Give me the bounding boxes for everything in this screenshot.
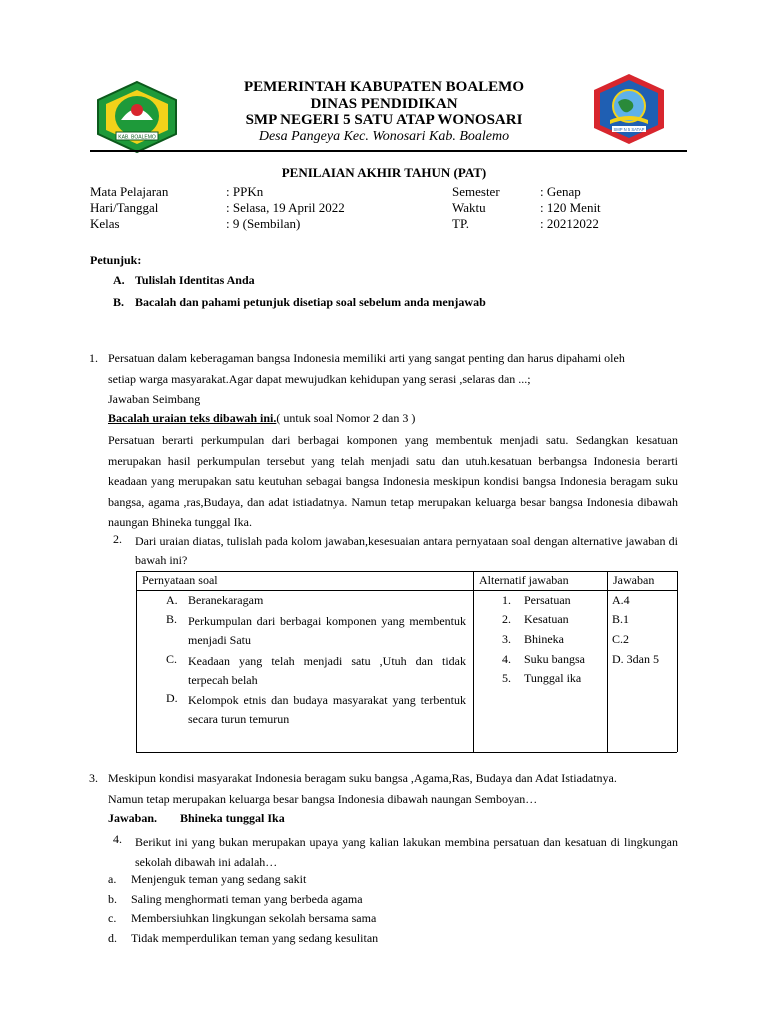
date-value: : Selasa, 19 April 2022: [226, 200, 345, 215]
alternative-marker: 2.: [502, 612, 511, 626]
reading-heading: Bacalah uraian teks dibawah ini.: [108, 411, 277, 425]
exam-title: PENILAIAN AKHIR TAHUN (PAT): [281, 165, 487, 180]
instruction-b: Bacalah dan pahami petunjuk disetiap soal sebelum anda menjawab: [135, 295, 486, 309]
q4-text: Berikut ini yang bukan merupakan upaya yang kalian lakukan membina persatuan dan kesatuan di lingkungan sekolah dibawah ini adalah…: [135, 835, 678, 869]
semester-value: : Genap: [540, 184, 581, 199]
answer-cell: A.4: [612, 593, 630, 607]
q3-answer-value: Bhineka tunggal Ika: [180, 811, 285, 825]
option-text: Tidak memperdulikan teman yang sedang kesulitan: [131, 931, 379, 945]
table-header-answer: Jawaban: [613, 573, 655, 587]
time-label: Waktu: [452, 200, 486, 215]
time-value: : 120 Menit: [540, 200, 601, 215]
answer-cell: C.2: [612, 632, 630, 646]
year-value: : 20212022: [540, 216, 599, 231]
answer-cell: D. 3dan 5: [612, 652, 659, 666]
alternative-text: Persatuan: [524, 593, 571, 607]
alternative-marker: 3.: [502, 632, 511, 646]
instruction-a-marker: A.: [113, 273, 125, 287]
subject-value: : PPKn: [226, 184, 264, 199]
q3-answer-label: Jawaban.: [108, 811, 158, 825]
table-header-alternative: Alternatif jawaban: [479, 573, 569, 587]
q1-text-line1: Persatuan dalam keberagaman bangsa Indonesia memiliki arti yang sangat penting dan harus dipahami oleh: [108, 351, 625, 365]
header-divider: [90, 150, 687, 152]
alternative-text: Kesatuan: [524, 612, 569, 626]
semester-label: Semester: [452, 184, 500, 199]
class-label: Kelas: [90, 216, 120, 231]
reading-paragraph: Persatuan berarti perkumpulan dari berbagai komponen yang membentuk menjadi satu. Sedangkan kesatuan merupakan hasil perkumpulan tersebut yang telah menjadi satu dan utuh.kesatuan berbangsa Indonesia berarti keadaan yang merupakan satu keutuhan sebagai bangsa Indonesia meskipun kondisi bangsa Indonesia beragam suku bangsa, agama ,ras,Budaya, dan adat istiadatnya. Namun tetap merupakan keluarga besar bangsa Indonesia dibawah naungan Bhineka tunggal Ika.: [108, 433, 678, 529]
table-header-statement: Pernyataan soal: [142, 573, 218, 587]
statement-text: Keadaan yang telah menjadi satu ,Utuh dan tidak terpecah belah: [188, 654, 466, 687]
header-school: SMP NEGERI 5 SATU ATAP WONOSARI: [245, 112, 523, 128]
right-logo-text: SMP N 5 SATAP: [613, 126, 645, 132]
statement-marker: A.: [166, 593, 178, 607]
instruction-a: Tulislah Identitas Anda: [135, 273, 255, 287]
q2-text: Dari uraian diatas, tulislah pada kolom jawaban,kesesuaian antara pernyataan soal dengan alternative jawaban di bawah ini?: [135, 534, 678, 567]
statement-text: Perkumpulan dari berbagai komponen yang membentuk menjadi Satu: [188, 614, 466, 647]
statement-text: Beranekaragam: [188, 593, 264, 607]
q3-number: 3.: [89, 771, 98, 785]
alternative-marker: 1.: [502, 593, 511, 607]
q3-text-line1: Meskipun kondisi masyarakat Indonesia beragam suku bangsa ,Agama,Ras, Budaya dan Adat Istiadatnya.: [108, 771, 617, 785]
statement-marker: B.: [166, 612, 178, 626]
subject-label: Mata Pelajaran: [90, 184, 169, 199]
date-label: Hari/Tanggal: [90, 200, 159, 215]
header-government: PEMERINTAH KABUPATEN BOALEMO: [243, 79, 524, 95]
alternative-marker: 5.: [502, 671, 511, 685]
statement-marker: D.: [166, 691, 178, 705]
option-marker: c.: [108, 911, 117, 925]
header-address: Desa Pangeya Kec. Wonosari Kab. Boalemo: [258, 129, 510, 144]
option-text: Membersiuhkan lingkungan sekolah bersama sama: [131, 911, 377, 925]
statement-text: Kelompok etnis dan budaya masyarakat yang terbentuk secara turun temurun: [188, 693, 466, 726]
q4-number: 4.: [113, 832, 122, 846]
instruction-b-marker: B.: [113, 295, 125, 309]
header-department: DINAS PENDIDIKAN: [310, 96, 458, 112]
answer-cell: B.1: [612, 612, 630, 626]
option-text: Menjenguk teman yang sedang sakit: [131, 872, 307, 886]
class-value: : 9 (Sembilan): [226, 216, 301, 231]
left-logo-text: KAB. BOALEMO: [118, 134, 156, 141]
option-text: Saling menghormati teman yang berbeda agama: [131, 892, 363, 906]
alternative-marker: 4.: [502, 652, 511, 666]
q2-number: 2.: [113, 532, 122, 546]
q3-text-line2: Namun tetap merupakan keluarga besar bangsa Indonesia dibawah naungan Semboyan…: [108, 792, 538, 806]
reading-heading-row: [108, 411, 415, 426]
alternative-text: Bhineka: [524, 632, 564, 646]
statement-marker: C.: [166, 652, 178, 666]
q1-text-line2: setiap warga masyarakat.Agar dapat mewujudkan kehidupan yang serasi ,selaras dan ...;: [108, 372, 531, 386]
option-marker: a.: [108, 872, 117, 886]
year-label: TP.: [452, 216, 469, 231]
alternative-text: Tunggal ika: [524, 671, 582, 685]
option-marker: b.: [108, 892, 117, 906]
reading-note: ( untuk soal Nomor 2 dan 3 ): [276, 411, 416, 425]
q1-answer: Jawaban Seimbang: [108, 392, 201, 406]
q1-number: 1.: [89, 351, 98, 365]
option-marker: d.: [108, 931, 117, 945]
instructions-heading: Petunjuk:: [90, 253, 142, 267]
alternative-text: Suku bangsa: [524, 652, 585, 666]
